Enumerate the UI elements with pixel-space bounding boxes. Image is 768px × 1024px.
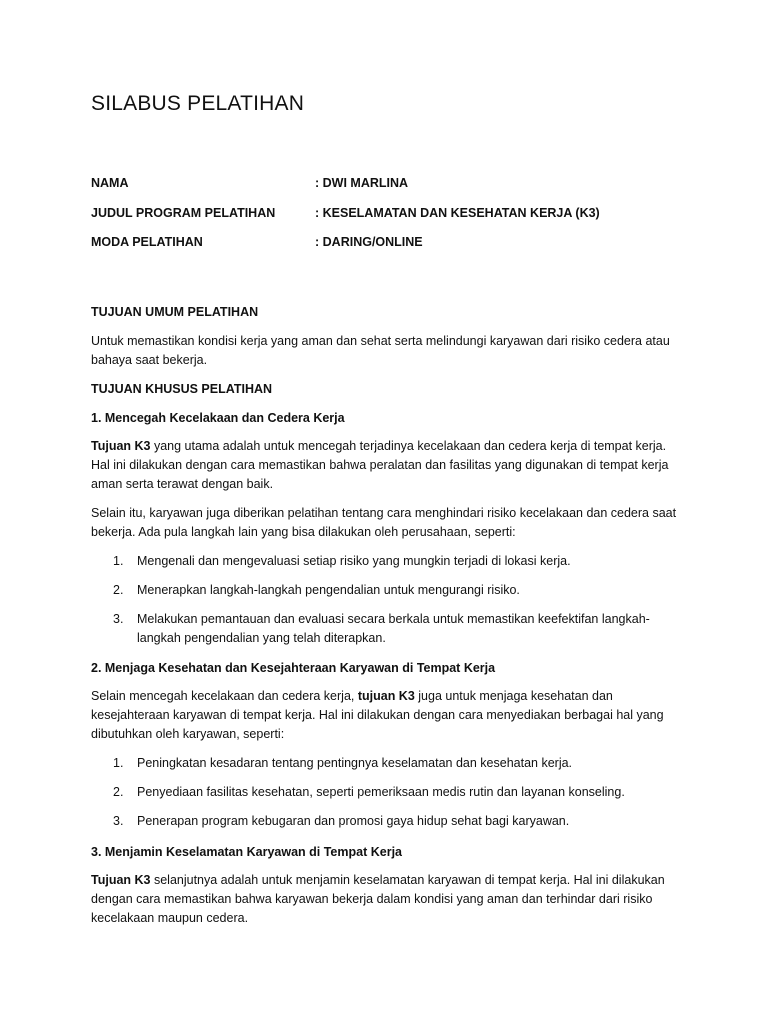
meta-value: : DARING/ONLINE: [315, 235, 423, 249]
identity-table: [91, 176, 691, 265]
meta-row-judul: [91, 206, 691, 236]
paragraph: [91, 437, 681, 494]
list-item: [91, 754, 681, 773]
bold-term: Tujuan K3: [91, 873, 151, 887]
list-text: Peningkatan kesadaran tentang pentingnya keselamatan dan kesehatan kerja.: [137, 756, 573, 770]
list-item: [91, 783, 681, 802]
meta-label: NAMA: [91, 176, 129, 190]
section-heading: TUJUAN UMUM PELATIHAN: [91, 305, 259, 319]
list-number: 3.: [113, 612, 124, 626]
bold-term: Tujuan K3: [91, 439, 151, 453]
list-number: 1.: [113, 554, 124, 568]
meta-row-nama: [91, 176, 691, 206]
list-text: Penerapan program kebugaran dan promosi gaya hidup sehat bagi karyawan.: [137, 814, 570, 828]
list-number: 3.: [113, 814, 124, 828]
numbered-list: [91, 754, 681, 831]
paragraph-text: selanjutnya adalah untuk menjamin keselamatan karyawan di tempat kerja. Hal ini dilakukan dengan cara memastikan bahwa karyawan bekerja dalam kondisi yang aman dan terhindar dari risiko kecelakaan maupun cedera.: [91, 873, 665, 925]
section-heading: TUJUAN KHUSUS PELATIHAN: [91, 382, 273, 396]
subsection-2: [91, 659, 681, 831]
tujuan-umum-section: [91, 303, 681, 370]
meta-row-moda: [91, 235, 691, 265]
numbered-list: [91, 552, 681, 648]
document-title: SILABUS PELATIHAN: [91, 92, 305, 115]
list-number: 2.: [113, 583, 124, 597]
subsection-heading: 3. Menjamin Keselamatan Karyawan di Tempat Kerja: [91, 845, 402, 859]
paragraph-text: juga untuk menjaga kesehatan dan kesejahteraan karyawan di tempat kerja. Hal ini dilakukan dengan cara menyediakan berbagai hal yang dibutuhkan oleh karyawan, seperti:: [91, 689, 664, 741]
list-item: [91, 552, 681, 571]
list-item: [91, 812, 681, 831]
paragraph: [91, 871, 681, 928]
meta-label: JUDUL PROGRAM PELATIHAN: [91, 205, 276, 220]
meta-value: : DWI MARLINA: [315, 176, 409, 190]
subsection-heading: 1. Mencegah Kecelakaan dan Cedera Kerja: [91, 411, 345, 425]
list-number: 2.: [113, 785, 124, 799]
meta-label: MODA PELATIHAN: [91, 235, 203, 249]
meta-value: : KESELAMATAN DAN KESEHATAN KERJA (K3): [315, 205, 600, 220]
bold-term: tujuan K3: [357, 689, 415, 703]
paragraph-text: yang utama adalah untuk mencegah terjadinya kecelakaan dan cedera kerja di tempat kerja. Hal ini dilakukan dengan cara memastikan bahwa peralatan dan fasilitas yang digunakan di tempat kerja aman serta terawat dengan baik.: [91, 439, 669, 491]
list-number: 1.: [113, 756, 124, 770]
list-text: Menerapkan langkah-langkah pengendalian untuk mengurangi risiko.: [137, 583, 520, 597]
paragraph: Selain itu, karyawan juga diberikan pelatihan tentang cara menghindari risiko kecelakaan dan cedera saat bekerja. Ada pula langkah lain yang bisa dilakukan oleh perusahaan, seperti:: [91, 506, 677, 539]
list-text: Mengenali dan mengevaluasi setiap risiko yang mungkin terjadi di lokasi kerja.: [137, 554, 571, 568]
list-text: Melakukan pemantauan dan evaluasi secara berkala untuk memastikan keefektifan langkah-langkah pengendalian yang telah diterapkan.: [137, 612, 650, 645]
paragraph-text: Selain mencegah kecelakaan dan cedera kerja,: [91, 689, 358, 703]
list-item: [91, 581, 681, 600]
list-item: [91, 610, 681, 648]
paragraph: [91, 687, 681, 744]
paragraph: Untuk memastikan kondisi kerja yang aman dan sehat serta melindungi karyawan dari risiko cedera atau bahaya saat bekerja.: [91, 334, 670, 367]
subsection-1: [91, 409, 681, 648]
subsection-3: [91, 843, 681, 928]
list-text: Penyediaan fasilitas kesehatan, seperti pemeriksaan medis rutin dan layanan konseling.: [137, 785, 625, 799]
tujuan-khusus-section: [91, 380, 681, 399]
subsection-heading: 2. Menjaga Kesehatan dan Kesejahteraan Karyawan di Tempat Kerja: [91, 661, 496, 675]
